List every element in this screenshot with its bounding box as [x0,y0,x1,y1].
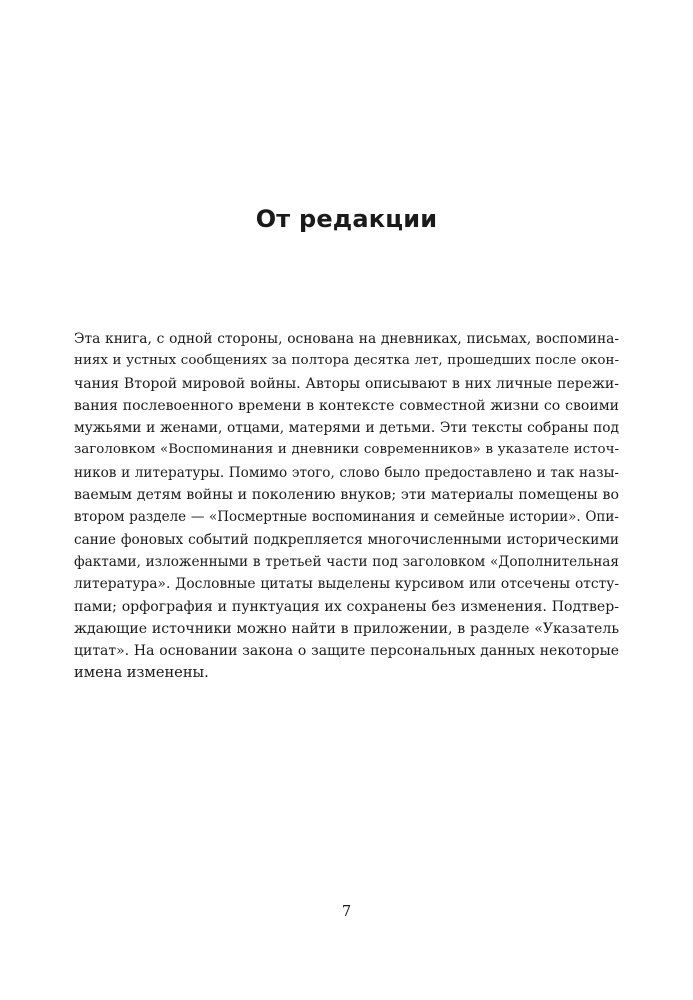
editorial-paragraph [74,328,619,685]
paragraph-line: имена изменены. [74,664,209,682]
paragraph-line: ниях и устных сообщениях за полтора десятка лет, прошедших после окон- [74,353,619,369]
paragraph-line: чания Второй мировой войны. Авторы описывают в них личные пережи- [74,375,619,392]
paragraph-line: сание фоновых событий подкрепляется многочисленными историческими [74,531,619,548]
page-number: 7 [341,903,352,920]
paragraph-line: пами; орфография и пунктуация их сохранены без изменения. Подтвер- [74,598,619,615]
paragraph-line: мужьями и женами, отцами, матерями и детьми. Эти тексты собраны под [74,420,619,437]
paragraph-line: ваемым детям войны и поколению внуков; эти материалы помещены во [74,487,619,504]
paragraph-line: литература». Дословные цитаты выделены курсивом или отсечены отсту- [74,576,619,593]
paragraph-line: втором разделе — «Посмертные воспоминания и семейные истории». Опи- [74,509,619,526]
paragraph-line: ников и литературы. Помимо этого, слово было предоставлено и так назы- [74,464,619,481]
paragraph-line: ждающие источники можно найти в приложении, в разделе «Указатель [74,620,619,637]
paragraph-line: фактами, изложенными в третьей части под заголовком «Дополнительная [74,553,619,570]
paragraph-line: цитат». На основании закона о защите персональных данных некоторые [74,643,619,660]
paragraph-line: заголовком «Воспоминания и дневники современников» в указателе источ- [74,442,619,458]
paragraph-line: вания послевоенного времени в контексте совместной жизни со своими [74,397,619,414]
page-title: От редакции [255,205,438,233]
paragraph-line: Эта книга, с одной стороны, основана на дневниках, письмах, воспомина- [74,331,619,347]
